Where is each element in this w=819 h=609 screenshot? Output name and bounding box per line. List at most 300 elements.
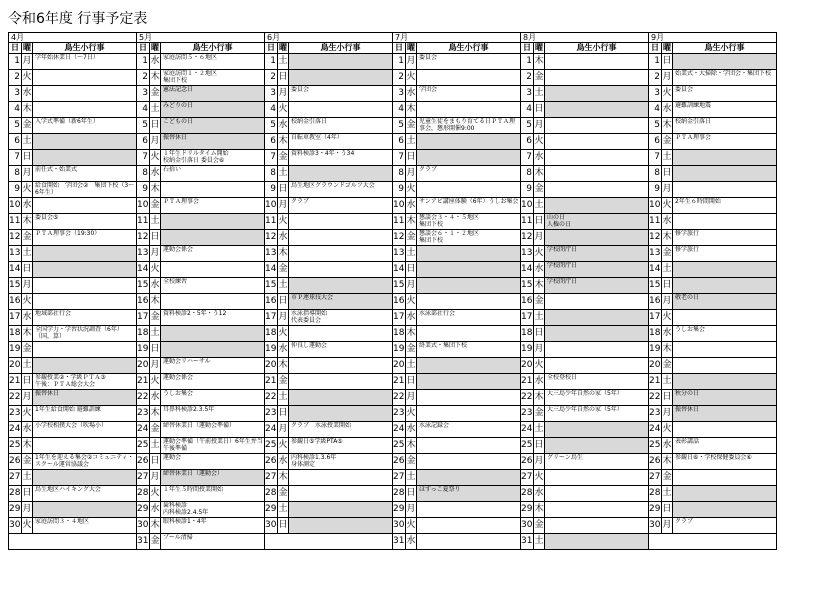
event-cell	[289, 214, 392, 229]
day-number: 21	[137, 374, 150, 389]
day-number: 8	[649, 166, 662, 181]
event-cell: 校納金引落日	[291, 118, 328, 125]
day-number: 20	[265, 358, 278, 373]
day-number: 16	[265, 294, 278, 309]
weekday-cell: 土	[406, 246, 417, 261]
day-number: 15	[393, 278, 406, 293]
day-row	[393, 374, 520, 390]
month-column	[392, 32, 520, 550]
day-row	[649, 166, 776, 182]
event-cell	[417, 406, 520, 421]
day-row	[393, 198, 520, 214]
event-cell: 避難訓練地震	[675, 102, 712, 109]
day-number: 30	[9, 518, 22, 533]
day-row	[649, 326, 776, 342]
month-label: 4月	[9, 33, 136, 43]
day-number: 19	[137, 342, 150, 357]
weekday-cell: 火	[662, 198, 673, 213]
day-number: 25	[265, 438, 278, 453]
day-number: 20	[393, 358, 406, 373]
day-row	[9, 134, 136, 150]
event-cell	[673, 486, 776, 501]
day-row	[265, 486, 392, 502]
day-number: 24	[521, 422, 534, 437]
header-day: 日	[649, 43, 662, 53]
day-number: 23	[9, 406, 22, 421]
weekday-cell: 月	[662, 518, 673, 533]
day-row	[521, 438, 648, 454]
day-row	[393, 518, 520, 534]
day-number: 23	[393, 406, 406, 421]
weekday-cell: 木	[534, 278, 545, 293]
weekday-cell: 日	[278, 518, 289, 533]
weekday-cell: 日	[406, 150, 417, 165]
day-number: 11	[521, 214, 534, 229]
event-cell: 石拾い	[163, 166, 182, 173]
event-cell: 秋分の日	[673, 390, 776, 405]
day-number: 27	[393, 470, 406, 485]
day-row	[649, 438, 776, 454]
weekday-cell: 火	[150, 150, 161, 165]
event-cell: 自転車教室（4年）	[291, 134, 343, 141]
day-number: 21	[649, 374, 662, 389]
day-row	[137, 150, 264, 166]
day-number: 5	[393, 118, 406, 133]
weekday-cell: 金	[534, 182, 545, 197]
event-cell: 参観日⑥・学校保健委員会⑥	[675, 454, 752, 461]
event-cell	[417, 262, 520, 277]
column-header	[521, 43, 648, 54]
event-cell	[33, 102, 136, 117]
weekday-cell: 木	[278, 358, 289, 373]
event-cell: 2年生６時間開始	[675, 198, 721, 205]
day-number: 6	[521, 134, 534, 149]
event-cell: クラブ 水泳授業開始	[291, 422, 352, 429]
day-row	[265, 278, 392, 294]
day-row	[265, 342, 392, 358]
weekday-cell: 火	[406, 294, 417, 309]
weekday-cell: 金	[278, 374, 289, 389]
weekday-cell: 土	[662, 486, 673, 501]
day-number: 5	[265, 118, 278, 133]
weekday-cell: 金	[150, 310, 161, 325]
day-row	[649, 70, 776, 86]
header-weekday: 曜	[535, 43, 543, 52]
weekday-cell: 火	[406, 182, 417, 197]
weekday-cell: 水	[22, 198, 33, 213]
day-number: 10	[649, 198, 662, 213]
day-row	[649, 470, 776, 486]
event-cell: 締替休業日（運動会）	[161, 470, 264, 485]
event-cell	[289, 534, 392, 549]
event-cell: 鳥生地区グラウンドゴルフ大会	[291, 182, 375, 189]
weekday-cell: 土	[406, 470, 417, 485]
day-number: 28	[649, 486, 662, 501]
day-number: 18	[265, 326, 278, 341]
day-number: 10	[137, 198, 150, 213]
day-row	[521, 486, 648, 502]
event-cell: 鳥生地区ハイキング大会	[35, 486, 101, 493]
header-events: 鳥生小行事	[576, 43, 617, 52]
day-number: 13	[649, 246, 662, 261]
day-number: 15	[521, 278, 534, 293]
column-header	[9, 43, 136, 54]
event-cell	[545, 102, 648, 117]
day-number: 4	[393, 102, 406, 117]
weekday-cell: 火	[534, 134, 545, 149]
weekday-cell: 火	[22, 518, 33, 533]
header-events: 鳥生小行事	[192, 43, 233, 52]
event-cell	[33, 278, 136, 293]
day-row	[521, 70, 648, 86]
event-cell	[545, 150, 648, 165]
weekday-cell: 土	[278, 166, 289, 181]
column-header	[393, 43, 520, 54]
day-row	[137, 86, 264, 102]
weekday-cell: 土	[278, 278, 289, 293]
event-cell	[545, 182, 648, 197]
event-cell	[673, 422, 776, 437]
event-cell: 運動会係会	[163, 374, 194, 381]
day-row	[521, 246, 648, 262]
day-number: 12	[393, 230, 406, 245]
event-cell: 水泳記録会	[419, 422, 450, 429]
weekday-cell: 水	[534, 374, 545, 389]
day-row	[521, 358, 648, 374]
day-row	[265, 246, 392, 262]
day-number: 28	[137, 486, 150, 501]
weekday-cell: 日	[22, 486, 33, 501]
day-number: 23	[649, 406, 662, 421]
day-row	[9, 54, 136, 70]
day-number: 14	[265, 262, 278, 277]
weekday-cell: 日	[662, 502, 673, 517]
event-cell: 大三島少年自然の家（5年）	[547, 390, 623, 397]
weekday-cell: 日	[150, 454, 161, 469]
weekday-cell	[662, 534, 673, 549]
weekday-cell: 金	[534, 70, 545, 85]
weekday-cell: 金	[406, 230, 417, 245]
event-cell	[545, 118, 648, 133]
weekday-cell: 水	[662, 326, 673, 341]
weekday-cell: 水	[534, 150, 545, 165]
weekday-cell: 土	[22, 358, 33, 373]
day-number: 26	[521, 454, 534, 469]
event-cell: 前任式・始業式	[35, 166, 78, 173]
weekday-cell: 水	[278, 118, 289, 133]
day-row	[9, 342, 136, 358]
day-row	[649, 182, 776, 198]
day-number: 2	[265, 70, 278, 85]
event-cell	[417, 438, 520, 453]
day-row	[9, 182, 136, 198]
day-row	[265, 518, 392, 534]
event-cell	[673, 374, 776, 389]
event-cell: 入学式準備（新6年生）	[35, 118, 99, 125]
event-cell: 修学旅行	[675, 246, 700, 253]
day-number: 11	[9, 214, 22, 229]
day-number: 27	[9, 470, 22, 485]
event-cell: 修学旅行	[675, 230, 700, 237]
event-cell	[417, 358, 520, 373]
day-number: 19	[649, 342, 662, 357]
event-cell	[417, 70, 520, 85]
day-row	[265, 502, 392, 518]
day-number: 22	[9, 390, 22, 405]
weekday-cell: 月	[406, 278, 417, 293]
event-cell	[673, 470, 776, 485]
day-number: 30	[137, 518, 150, 533]
weekday-cell: 火	[662, 422, 673, 437]
event-cell: ほすっこ夏祭り	[417, 486, 520, 501]
event-cell: 仲良し運動会	[291, 342, 328, 349]
day-number: 20	[649, 358, 662, 373]
event-cell: 振替休日	[161, 134, 264, 149]
month-label: 7月	[393, 33, 520, 43]
day-row	[521, 326, 648, 342]
column-header	[649, 43, 776, 54]
day-number: 12	[137, 230, 150, 245]
day-number: 8	[393, 166, 406, 181]
day-number: 11	[265, 214, 278, 229]
day-row	[521, 310, 648, 326]
day-row	[9, 326, 136, 342]
weekday-cell: 木	[662, 342, 673, 357]
day-number: 16	[393, 294, 406, 309]
day-row	[521, 54, 648, 70]
weekday-cell: 日	[278, 294, 289, 309]
weekday-cell: 土	[662, 150, 673, 165]
header-day: 日	[137, 43, 150, 53]
day-row	[265, 310, 392, 326]
day-number: 21	[265, 374, 278, 389]
day-number: 14	[649, 262, 662, 277]
day-row	[9, 390, 136, 406]
event-cell	[545, 518, 648, 533]
day-number: 11	[649, 214, 662, 229]
day-row	[9, 150, 136, 166]
day-row	[393, 406, 520, 422]
event-cell	[417, 134, 520, 149]
day-row	[521, 102, 648, 118]
day-row	[393, 454, 520, 470]
day-row	[393, 470, 520, 486]
day-row	[393, 342, 520, 358]
column-header	[137, 43, 264, 54]
event-cell: 学校閉庁日	[545, 246, 648, 261]
day-row	[265, 374, 392, 390]
event-cell	[289, 70, 392, 85]
event-cell: 委員会	[419, 54, 438, 61]
day-number: 22	[265, 390, 278, 405]
day-number: 18	[137, 326, 150, 341]
day-row	[649, 518, 776, 534]
weekday-cell: 木	[278, 470, 289, 485]
day-row	[9, 198, 136, 214]
weekday-cell: 月	[22, 54, 33, 69]
event-cell: 給食開始 学団会② 集団下校（3～6年生）	[35, 182, 135, 196]
day-number: 8	[137, 166, 150, 181]
day-row	[393, 326, 520, 342]
day-number: 12	[9, 230, 22, 245]
event-cell: うしお集会	[163, 390, 194, 397]
weekday-cell: 火	[278, 326, 289, 341]
event-cell: 1年生を迎える集会②コミュニティ・スクール運営協議会	[35, 454, 134, 468]
day-row	[9, 262, 136, 278]
day-row	[521, 422, 648, 438]
day-number: 6	[649, 134, 662, 149]
day-row	[521, 134, 648, 150]
weekday-cell: 金	[534, 294, 545, 309]
day-number: 30	[393, 518, 406, 533]
event-cell: 締替休業日（運動会準備）	[163, 422, 236, 429]
weekday-cell: 金	[22, 454, 33, 469]
event-cell	[545, 294, 648, 309]
event-cell	[289, 54, 392, 69]
event-cell: 参観授業②・学級ＰＴＡ③ 午後：ＰＴＡ総会大会	[35, 374, 106, 388]
event-cell	[33, 246, 136, 261]
weekday-cell: 水	[662, 214, 673, 229]
day-row	[393, 150, 520, 166]
weekday-cell: 火	[22, 294, 33, 309]
day-number: 26	[649, 454, 662, 469]
weekday-cell: 土	[662, 262, 673, 277]
weekday-cell: 金	[534, 518, 545, 533]
day-row	[137, 54, 264, 70]
event-cell: 地域部社行会	[35, 310, 72, 317]
day-row	[649, 486, 776, 502]
event-cell	[545, 230, 648, 245]
day-number: 5	[137, 118, 150, 133]
event-cell	[33, 438, 136, 453]
day-number: 10	[9, 198, 22, 213]
weekday-cell: 火	[22, 406, 33, 421]
weekday-cell: 月	[662, 182, 673, 197]
weekday-cell: 金	[22, 230, 33, 245]
weekday-cell: 月	[534, 230, 545, 245]
weekday-cell: 水	[150, 502, 161, 517]
event-cell	[673, 310, 776, 325]
event-cell	[673, 278, 776, 293]
weekday-cell: 水	[534, 262, 545, 277]
event-cell	[545, 326, 648, 341]
day-number: 18	[393, 326, 406, 341]
weekday-cell: 水	[406, 422, 417, 437]
day-number: 16	[137, 294, 150, 309]
event-cell	[33, 342, 136, 357]
event-cell	[33, 294, 136, 309]
event-cell	[417, 182, 520, 197]
day-row	[521, 454, 648, 470]
event-cell	[417, 102, 520, 117]
event-cell	[33, 134, 136, 149]
day-row	[521, 166, 648, 182]
event-cell: 懇談会３・４・５地区 集団下校	[419, 214, 480, 228]
weekday-cell: 水	[406, 86, 417, 101]
weekday-cell: 土	[150, 438, 161, 453]
weekday-cell: 金	[150, 422, 161, 437]
day-number: 7	[521, 150, 534, 165]
event-cell	[545, 486, 648, 501]
event-cell: 始業式・大掃除・学団会・集団下校	[675, 70, 772, 77]
day-number: 24	[137, 422, 150, 437]
day-row	[137, 214, 264, 230]
day-number: 8	[9, 166, 22, 181]
day-row	[137, 198, 264, 214]
event-cell: 振替休日	[33, 390, 136, 405]
weekday-cell: 月	[662, 406, 673, 421]
day-number: 3	[649, 86, 662, 101]
event-cell	[33, 86, 136, 101]
day-number: 22	[393, 390, 406, 405]
event-cell	[289, 326, 392, 341]
event-cell	[33, 198, 136, 213]
weekday-cell: 月	[406, 166, 417, 181]
day-number: 5	[9, 118, 22, 133]
weekday-cell: 日	[278, 406, 289, 421]
weekday-cell: 木	[22, 438, 33, 453]
day-number: 19	[521, 342, 534, 357]
event-cell: 運動会準備（午前授業日）6年生弁当午後準備	[163, 438, 263, 452]
event-cell	[545, 54, 648, 69]
day-number: 4	[265, 102, 278, 117]
weekday-cell: 金	[278, 150, 289, 165]
event-cell: 大三島少年自然の家（5年）	[547, 406, 623, 413]
day-row	[9, 406, 136, 422]
event-cell: 資料検診3・4年・う34	[291, 150, 355, 157]
day-row	[137, 278, 264, 294]
weekday-cell: 土	[662, 374, 673, 389]
month-label: 6月	[265, 33, 392, 43]
day-number: 13	[137, 246, 150, 261]
day-number: 29	[521, 502, 534, 517]
day-row	[393, 534, 520, 550]
day-number: 19	[9, 342, 22, 357]
day-number: 28	[393, 486, 406, 501]
day-row	[649, 54, 776, 70]
day-number: 11	[393, 214, 406, 229]
day-number: 12	[649, 230, 662, 245]
event-cell	[161, 294, 264, 309]
day-row	[649, 502, 776, 518]
month-label: 8月	[521, 33, 648, 43]
day-number: 24	[9, 422, 22, 437]
day-row	[265, 134, 392, 150]
event-cell: 家庭訪問５・６地区	[163, 54, 218, 61]
header-events: 鳥生小行事	[64, 43, 105, 52]
day-number: 15	[137, 278, 150, 293]
day-number: 25	[393, 438, 406, 453]
day-number: 25	[9, 438, 22, 453]
event-cell	[161, 230, 264, 245]
day-number: 1	[137, 54, 150, 69]
weekday-cell: 金	[406, 342, 417, 357]
day-number: 25	[649, 438, 662, 453]
day-row	[9, 214, 136, 230]
weekday-cell: 金	[278, 262, 289, 277]
weekday-cell: 水	[150, 166, 161, 181]
day-number: 3	[393, 86, 406, 101]
day-number: 9	[265, 182, 278, 197]
event-cell	[417, 246, 520, 261]
event-cell: 児童生徒をまもり育てる日ＰＴＡ理事会，懇形開催9:00	[419, 118, 516, 132]
day-number: 26	[393, 454, 406, 469]
day-number: 13	[393, 246, 406, 261]
weekday-cell: 日	[662, 54, 673, 69]
event-cell	[289, 470, 392, 485]
weekday-cell: 月	[150, 470, 161, 485]
weekday-cell: 土	[534, 86, 545, 101]
